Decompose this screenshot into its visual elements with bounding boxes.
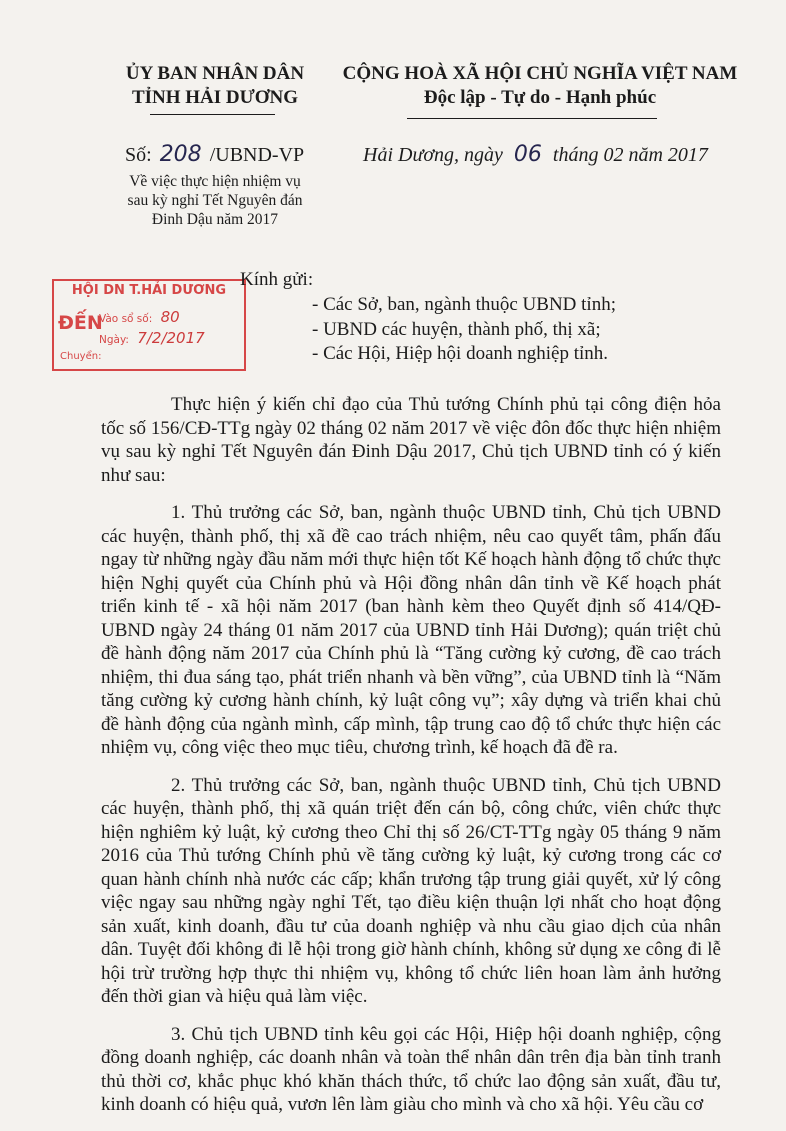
document-body: [101, 393, 721, 1131]
motto-underline: [407, 118, 657, 119]
subject-line-3: Đinh Dậu năm 2017: [151, 211, 279, 228]
national-motto: Độc lập - Tự do - Hạnh phúc: [423, 87, 657, 108]
stamp-registry-row: [99, 308, 180, 326]
issuer-line-1: ỦY BAN NHÂN DÂN: [125, 63, 305, 84]
addressee-label: Kính gửi:: [240, 269, 314, 290]
stamp-date-row: [99, 329, 205, 347]
issuer-underline: [150, 114, 275, 115]
received-stamp: [52, 279, 246, 371]
recipient-item: - UBND các huyện, thành phố, thị xã;: [312, 318, 601, 340]
issuer-line-2: TỈNH HẢI DƯƠNG: [131, 87, 299, 108]
stamp-received-word: ĐẾN: [58, 312, 103, 334]
date-day-handwritten: 06: [513, 142, 542, 167]
stamp-date-value: 7/2/2017: [137, 329, 205, 347]
number-label: Số:: [125, 144, 152, 166]
stamp-title: HỘI DN T.HẢI DƯƠNG: [71, 283, 227, 298]
number-handwritten: 208: [159, 142, 202, 167]
body-intro: Thực hiện ý kiến chỉ đạo của Thủ tướng Chính phủ tại công điện hỏa tốc số 156/CĐ-TTg ngày 02 tháng 02 năm 2017 về việc đôn đốc thực hiện nhiệm vụ sau kỳ nghỉ Tết Nguyên đán Đinh Dậu 2017, Chủ tịch UBND tỉnh có ý kiến như sau:: [101, 394, 721, 486]
national-title: CỘNG HOÀ XÃ HỘI CHỦ NGHĨA VIỆT NAM: [342, 63, 738, 84]
stamp-registry-label: Vào sổ số:: [99, 313, 153, 325]
body-item-2: 2. Thủ trưởng các Sở, ban, ngành thuộc UBND tỉnh, Chủ tịch UBND các huyện, thành phố, thị xã quán triệt đến cán bộ, công chức, viên chức thực hiện nghiêm kỷ luật, kỷ cương theo Chỉ thị số 26/CT-TTg ngày 05 tháng 9 năm 2016 của Thủ tướng Chính phủ về tăng cường kỷ luật, kỷ cương trong các cơ quan hành chính nhà nước các cấp; khẩn trương tập trung giải quyết, xử lý công việc ngay sau những ngày nghỉ Tết, tạo điều kiện thuận lợi nhất cho hoạt động sản xuất, kinh doanh, đầu tư của doanh nghiệp và nhu cầu giao dịch của nhân dân. Tuyệt đối không đi lễ hội trong giờ hành chính, không sử dụng xe công đi lễ hội trừ trường hợp thực thi nhiệm vụ, không tổ chức liên hoan làm ảnh hưởng đến thời gian và hiệu quả làm việc.: [101, 774, 721, 1007]
recipient-list: [312, 293, 616, 367]
recipient-item: - Các Hội, Hiệp hội doanh nghiệp tỉnh.: [312, 343, 609, 364]
body-item-3: 3. Chủ tịch UBND tỉnh kêu gọi các Hội, Hiệp hội doanh nghiệp, cộng đồng doanh nghiệp, các doanh nhân và toàn thể nhân dân trên địa bàn tỉnh tranh thủ thời cơ, khắc phục khó khăn thách thức, tổ chức lao động sản xuất, đầu tư, kinh doanh có hiệu quả, vươn lên làm giàu cho mình và cho xã hội. Yêu cầu cơ: [101, 1023, 721, 1115]
issue-date: [363, 142, 708, 167]
stamp-registry-value: 80: [160, 308, 180, 326]
stamp-forward-row: Chuyển:: [60, 351, 102, 362]
document-number: [125, 142, 304, 167]
subject-summary: [95, 172, 335, 229]
body-item-1: 1. Thủ trưởng các Sở, ban, ngành thuộc UBND tỉnh, Chủ tịch UBND các huyện, thành phố, thị xã đề cao trách nhiệm, nêu cao quyết tâm, phấn đấu ngay từ những ngày đầu năm mới thực hiện tốt Kế hoạch hành động tổ chức thực hiện Nghị quyết của Chính phủ và Hội đồng nhân dân tỉnh về Kế hoạch phát triển kinh tế - xã hội năm 2017 (ban hành kèm theo Quyết định số 414/QĐ-UBND ngày 24 tháng 01 năm 2017 của UBND tỉnh Hải Dương); quán triệt chủ đề hành động năm 2017 của Chính phủ là “Tăng cường kỷ cương, đề cao trách nhiệm, thi đua sáng tạo, phát triển nhanh và bền vững”, của UBND tỉnh là “Năm tăng cường kỷ cương hành chính, kỷ luật công vụ”; xây dựng và triển khai chủ đề hành động của ngành mình, cấp mình, tập trung cao độ tổ chức thực hiện các nhiệm vụ, công việc theo mục tiêu, chương trình, kế hoạch đã đề ra.: [101, 502, 721, 758]
national-header: [330, 62, 750, 110]
subject-line-1: Về việc thực hiện nhiệm vụ: [129, 173, 301, 190]
number-suffix: /UBND-VP: [209, 144, 305, 166]
issuer-header: [95, 62, 335, 110]
date-suffix: tháng 02 năm 2017: [552, 144, 708, 166]
stamp-date-label: Ngày:: [99, 334, 129, 346]
date-prefix: Hải Dương, ngày: [363, 144, 503, 166]
subject-line-2: sau kỳ nghỉ Tết Nguyên đán: [127, 192, 303, 209]
recipient-item: - Các Sở, ban, ngành thuộc UBND tỉnh;: [312, 294, 616, 315]
